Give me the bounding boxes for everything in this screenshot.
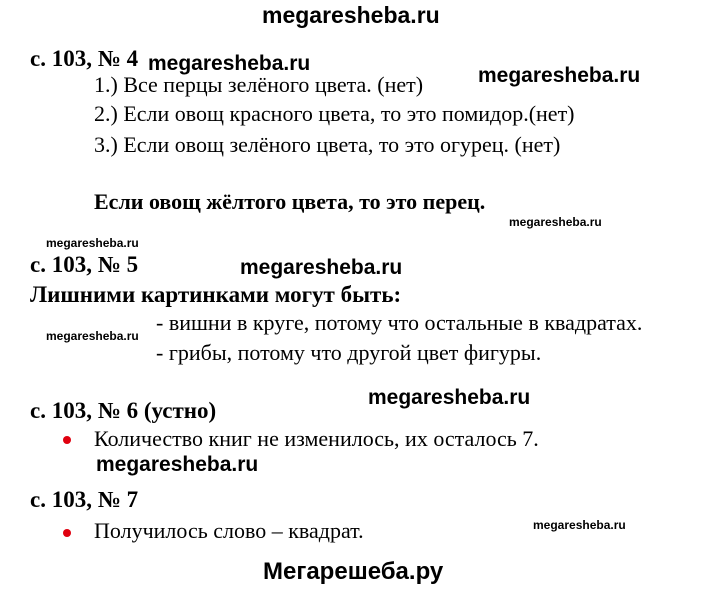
watermark: megaresheba.ru (96, 453, 259, 476)
task5-item-2: - грибы, потому что другой цвет фигуры. (156, 340, 542, 365)
task7-heading: с. 103, № 7 (30, 487, 139, 512)
watermark: megaresheba.ru (46, 329, 139, 343)
watermark: megaresheba.ru (240, 256, 403, 279)
watermark: megaresheba.ru (46, 236, 139, 250)
task7-bullet-text: Получилось слово – квадрат. (94, 518, 364, 543)
watermark: megaresheba.ru (148, 52, 311, 75)
task5-heading: с. 103, № 5 (30, 252, 139, 277)
watermark: megaresheba.ru (509, 215, 602, 229)
footer-brand: Мегарешеба.ру (263, 558, 444, 585)
task5-item-1: - вишни в круге, потому что остальные в квадратах. (156, 310, 643, 335)
watermark: megaresheba.ru (533, 518, 626, 532)
task4-heading: с. 103, № 4 (30, 46, 139, 71)
bullet-icon (63, 436, 71, 444)
watermark: megaresheba.ru (368, 386, 531, 409)
task6-heading: с. 103, № 6 (устно) (30, 398, 217, 423)
watermark-top: megaresheba.ru (262, 2, 440, 28)
task4-conclusion: Если овощ жёлтого цвета, то это перец. (94, 189, 486, 214)
bullet-icon (63, 529, 71, 537)
task6-bullet-text: Количество книг не изменилось, их осталось 7. (94, 426, 539, 451)
task5-intro: Лишними картинками могут быть: (30, 282, 402, 307)
task4-item-2: 2.) Если овощ красного цвета, то это помидор.(нет) (94, 101, 575, 126)
task4-item-1: 1.) Все перцы зелёного цвета. (нет) (94, 72, 424, 97)
watermark: megaresheba.ru (478, 64, 641, 87)
task4-item-3: 3.) Если овощ зелёного цвета, то это огурец. (нет) (94, 132, 561, 157)
